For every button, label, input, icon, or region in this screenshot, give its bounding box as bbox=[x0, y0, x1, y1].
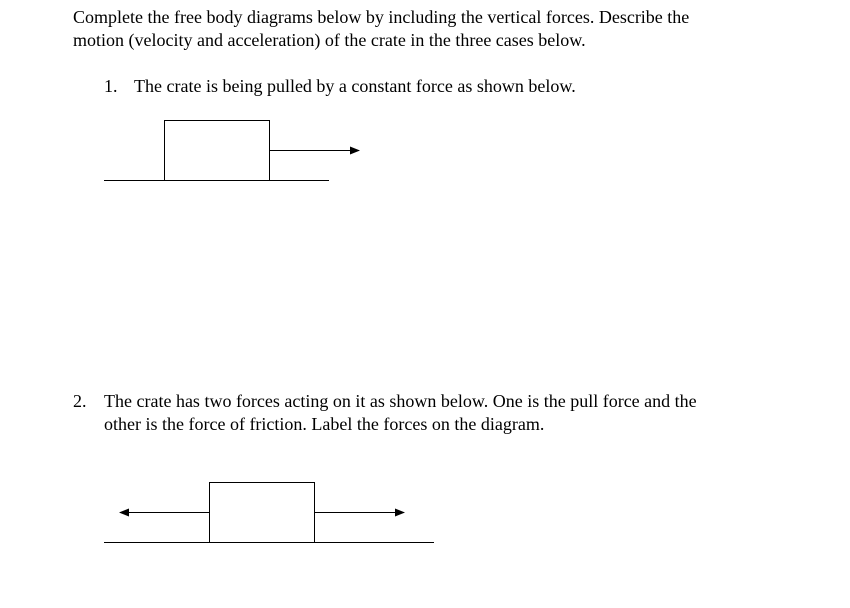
question-2-number: 2. bbox=[73, 391, 87, 411]
crate-1 bbox=[165, 121, 270, 181]
question-2-text bbox=[104, 390, 697, 436]
instructions-line-2: motion (velocity and acceleration) of the crate in the three cases below. bbox=[73, 30, 586, 50]
instructions-line-1: Complete the free body diagrams below by including the vertical forces. Describe the bbox=[73, 7, 690, 27]
crate-2 bbox=[210, 483, 315, 543]
question-1-text bbox=[134, 75, 576, 98]
instructions bbox=[73, 6, 689, 52]
question-2-line-1: The crate has two forces acting on it as shown below. One is the pull force and the bbox=[104, 391, 697, 411]
question-1-number: 1. bbox=[104, 76, 118, 96]
question-2-line-2: other is the force of friction. Label the forces on the diagram. bbox=[104, 414, 545, 434]
question-1-line-1: The crate is being pulled by a constant force as shown below. bbox=[134, 76, 576, 96]
